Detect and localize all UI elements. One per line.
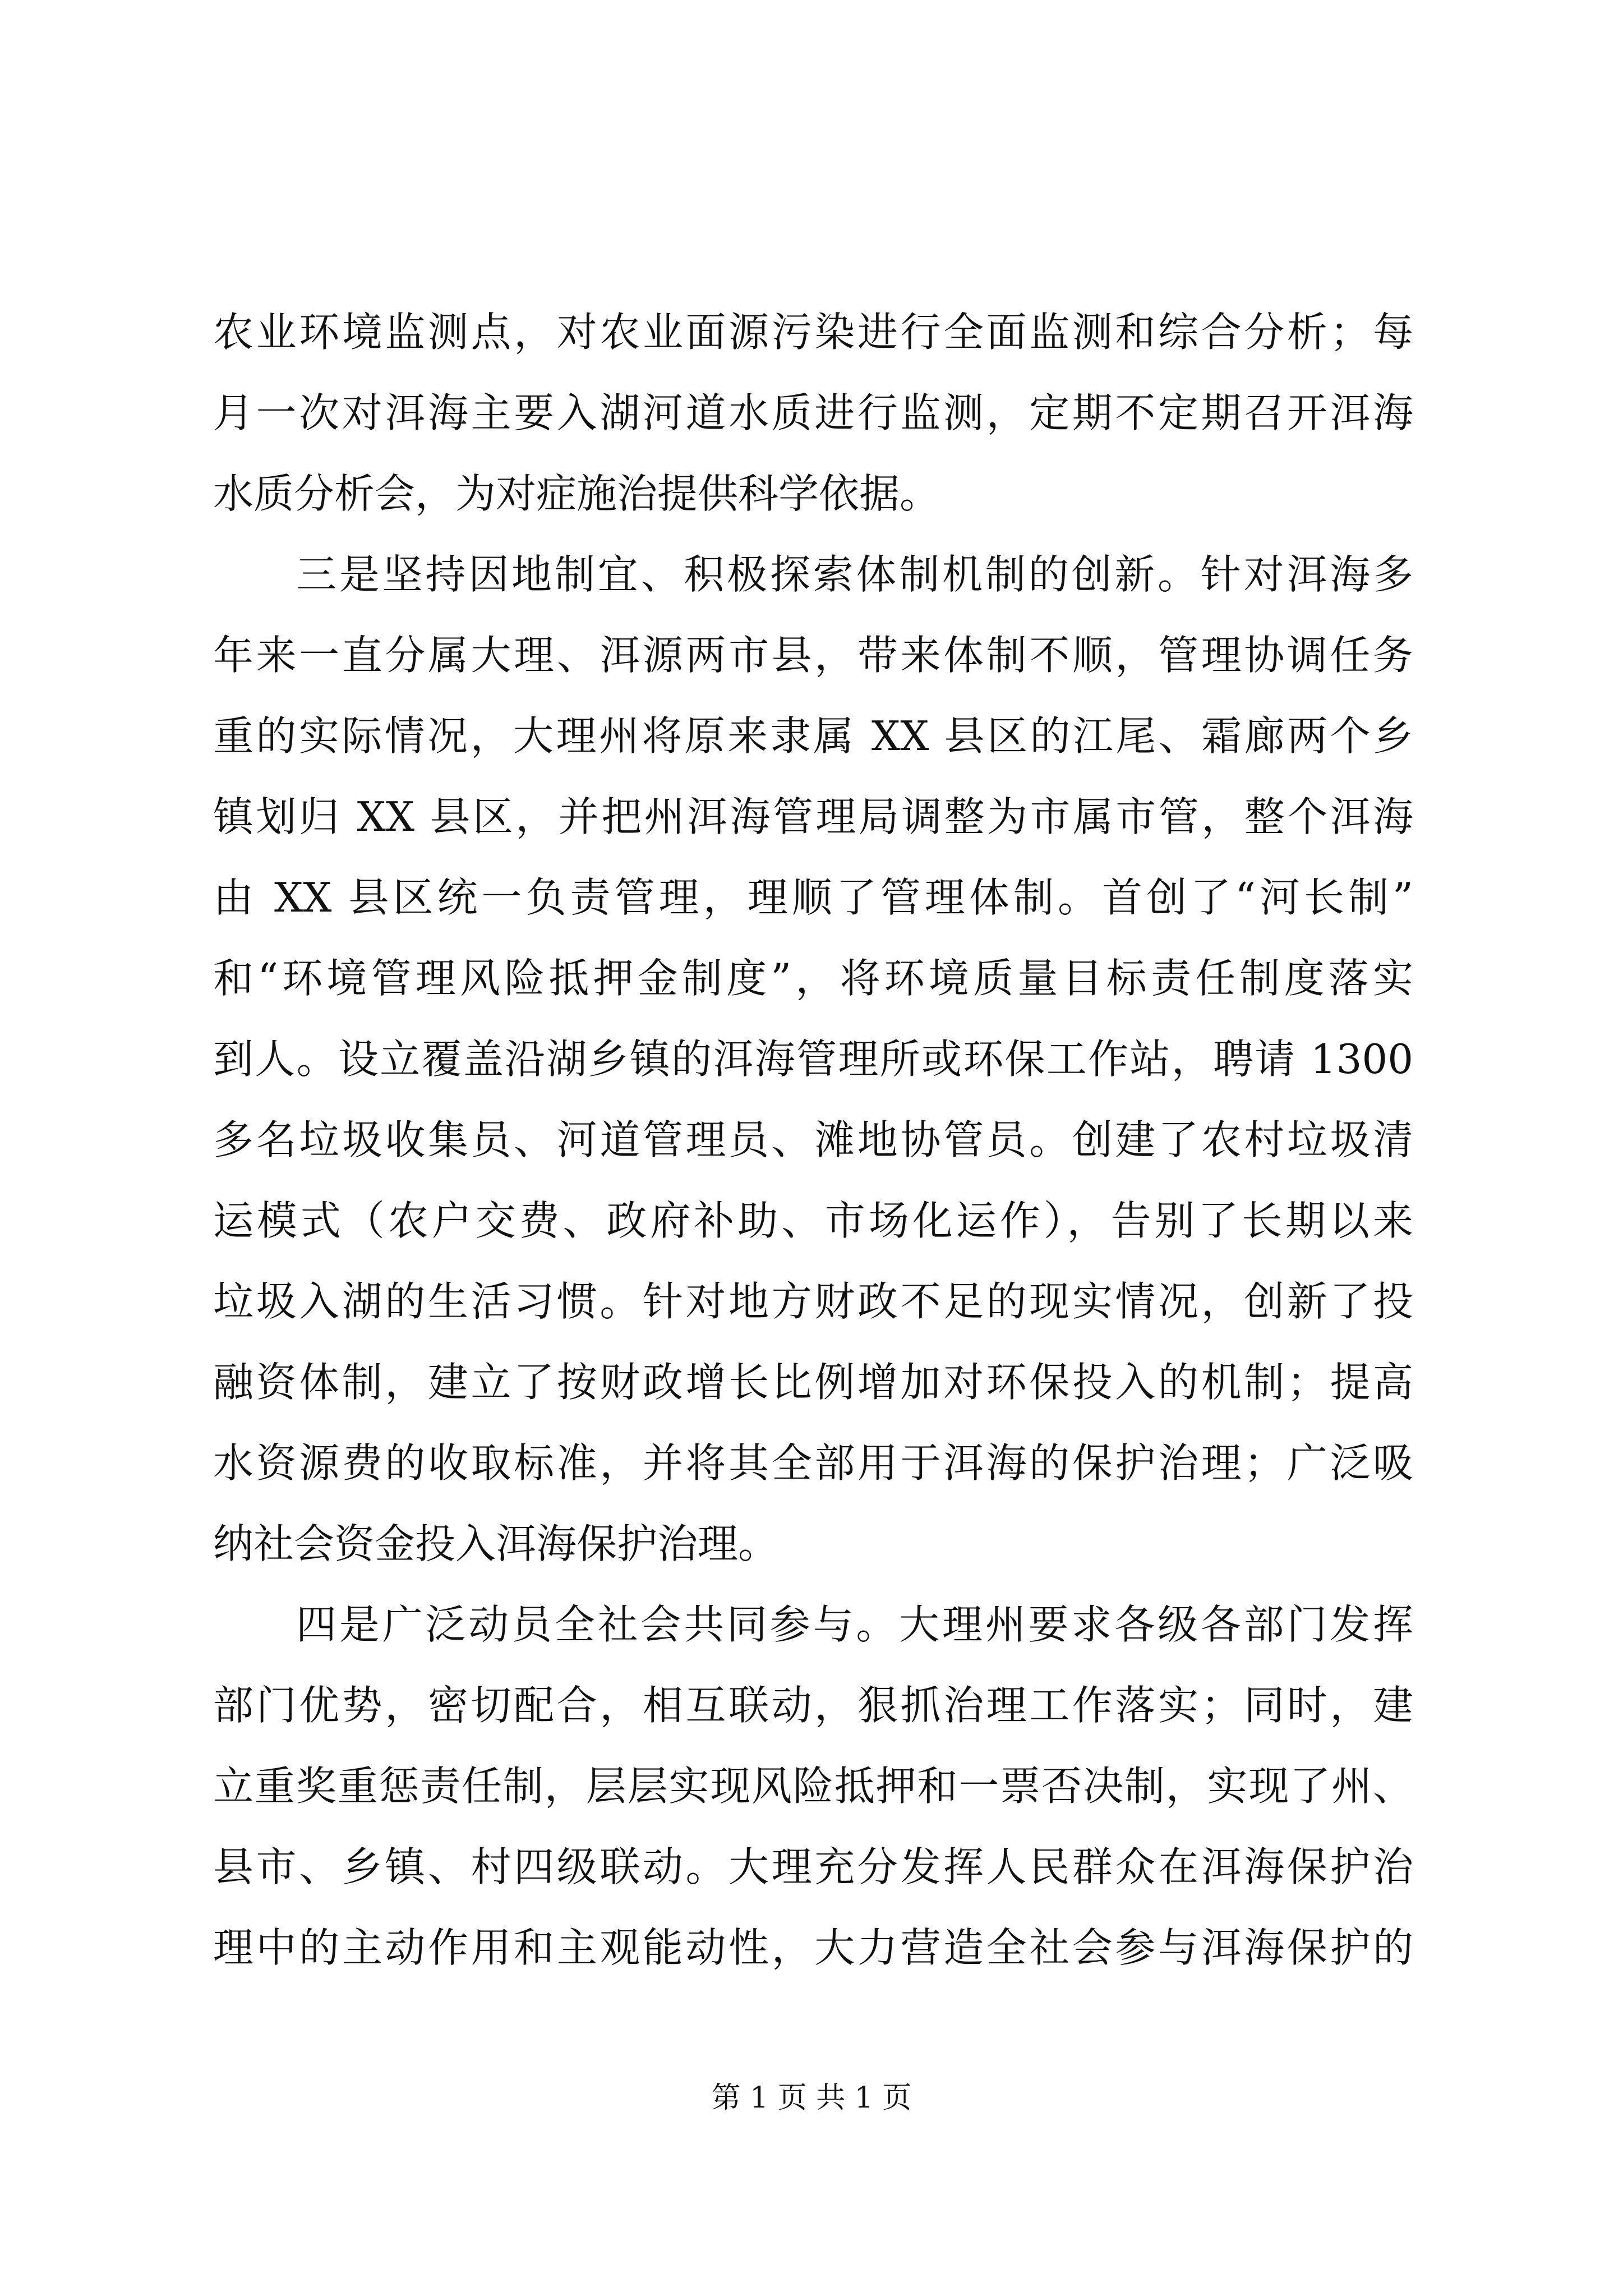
- text-line: 理中的主动作用和主观能动性，大力营造全社会参与洱海保护的: [213, 1924, 1413, 1971]
- text-line: 镇划归 XX 县区，并把州洱海管理局调整为市属市管，整个洱海: [213, 793, 1413, 840]
- text-line: 部门优势，密切配合，相互联动，狠抓治理工作落实；同时，建: [213, 1682, 1413, 1729]
- text-line: 县市、乡镇、村四级联动。大理充分发挥人民群众在洱海保护治: [213, 1843, 1413, 1890]
- text-line: 水质分析会，为对症施治提供科学依据。: [213, 470, 940, 517]
- text-line: 和“环境管理风险抵押金制度”，将环境质量目标责任制度落实: [213, 955, 1413, 1002]
- text-line: 四是广泛动员全社会共同参与。大理州要求各级各部门发挥: [296, 1601, 1413, 1648]
- text-line: 多名垃圾收集员、河道管理员、滩地协管员。创建了农村垃圾清: [213, 1116, 1413, 1163]
- text-line: 到人。设立覆盖沿湖乡镇的洱海管理所或环保工作站，聘请 1300: [213, 1036, 1413, 1083]
- text-line: 融资体制，建立了按财政增长比例增加对环保投入的机制；提高: [213, 1359, 1413, 1406]
- text-line: 月一次对洱海主要入湖河道水质进行监测，定期不定期召开洱海: [213, 389, 1413, 436]
- text-line: 由 XX 县区统一负责管理，理顺了管理体制。首创了“河长制”: [213, 874, 1413, 921]
- text-line: 农业环境监测点，对农业面源污染进行全面监测和综合分析；每: [213, 309, 1413, 356]
- page-number-footer: 第 1 页 共 1 页: [711, 2081, 912, 2115]
- body-text: [213, 292, 1413, 1988]
- text-line: 三是坚持因地制宜、积极探索体制机制的创新。针对洱海多: [296, 551, 1413, 598]
- text-line: 垃圾入湖的生活习惯。针对地方财政不足的现实情况，创新了投: [213, 1278, 1413, 1325]
- text-line: 纳社会资金投入洱海保护治理。: [213, 1520, 779, 1567]
- text-line: 水资源费的收取标准，并将其全部用于洱海的保护治理；广泛吸: [213, 1439, 1413, 1487]
- text-line: 年来一直分属大理、洱源两市县，带来体制不顺，管理协调任务: [213, 632, 1413, 679]
- text-line: 立重奖重惩责任制，层层实现风险抵押和一票否决制，实现了州、: [213, 1763, 1413, 1810]
- text-line: 重的实际情况，大理州将原来隶属 XX 县区的江尾、霜廊两个乡: [213, 712, 1413, 760]
- text-line: 运模式（农户交费、政府补助、市场化运作），告别了长期以来: [213, 1197, 1413, 1244]
